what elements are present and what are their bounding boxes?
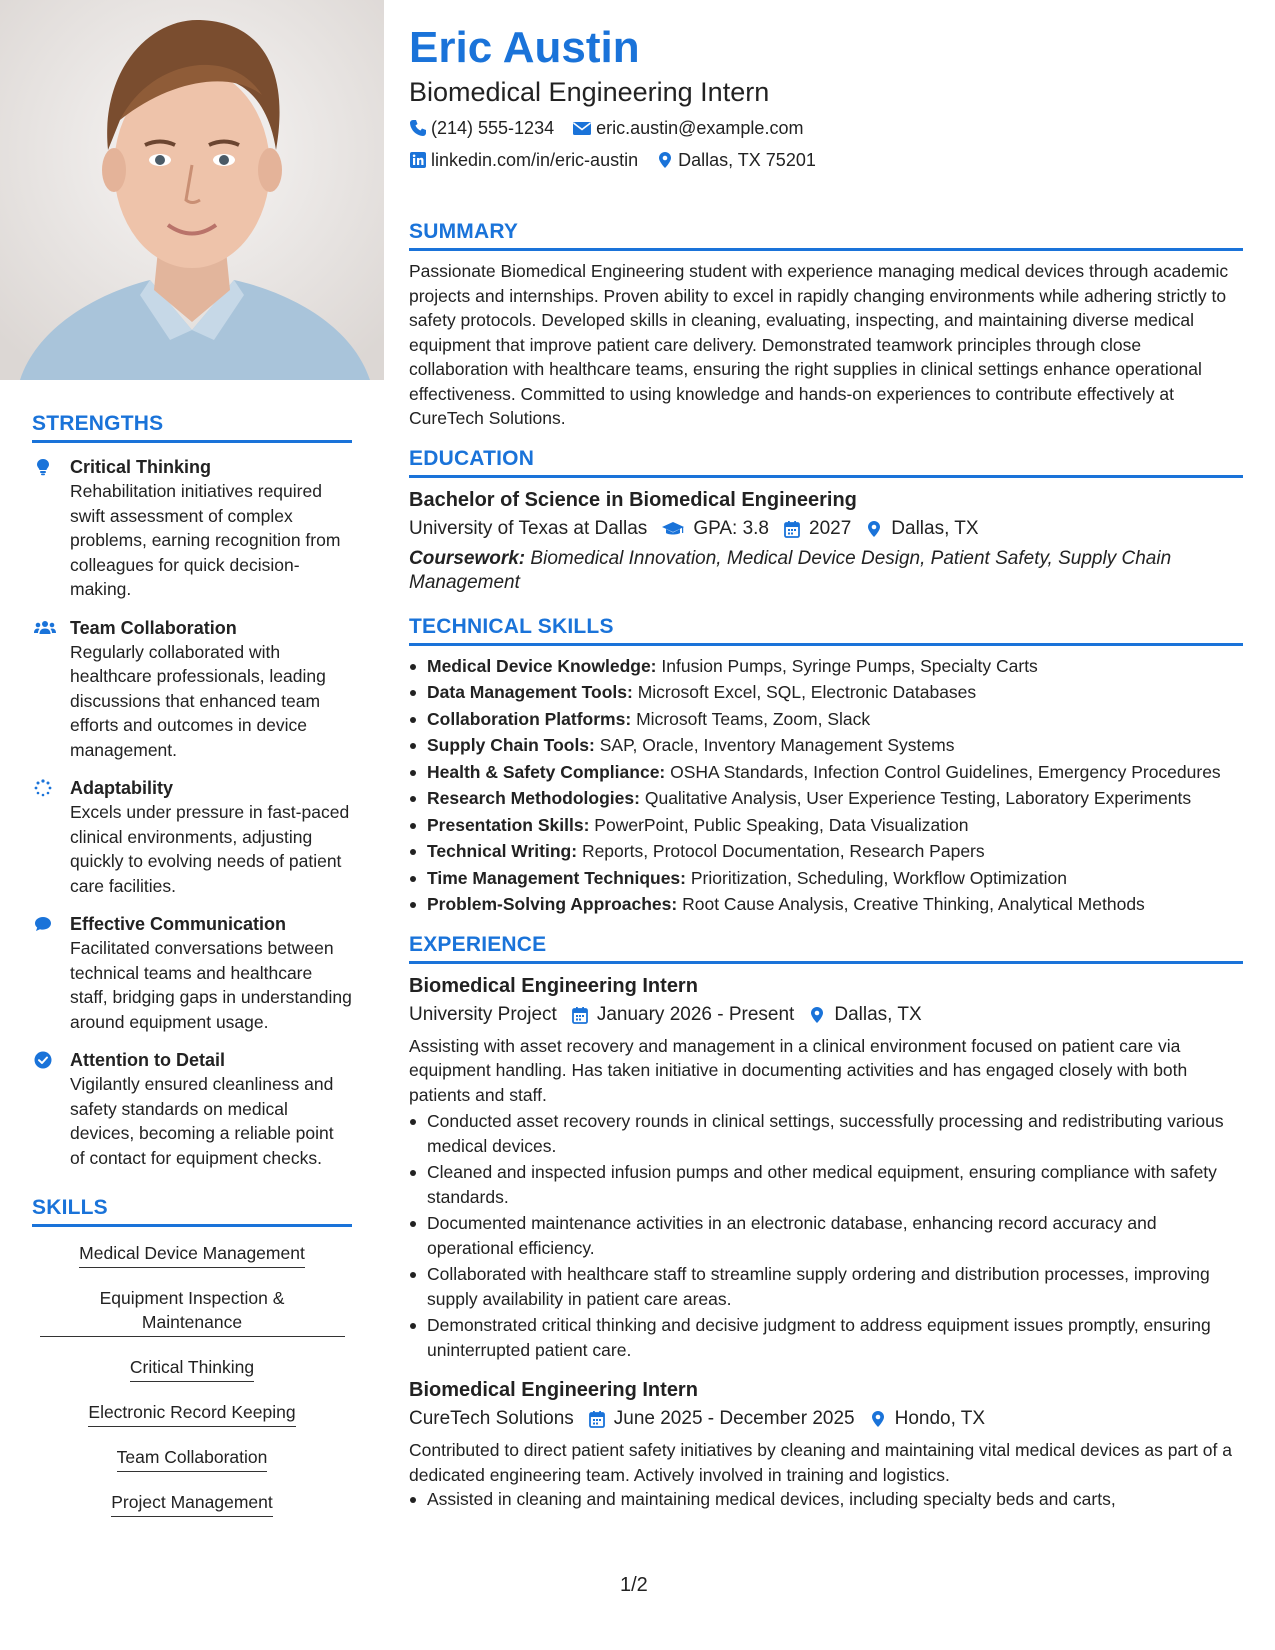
graduation-cap-icon: [661, 520, 685, 538]
school-name: University of Texas at Dallas: [409, 517, 648, 539]
tech-skill-item: Time Management Techniques: Prioritization, Scheduling, Workflow Optimization: [409, 866, 1243, 891]
technical-skills-section: [409, 615, 1243, 917]
strength-title: Attention to Detail: [70, 1050, 225, 1070]
summary-section: [409, 220, 1243, 431]
contact-row: [409, 144, 1243, 176]
linkedin-contact[interactable]: [409, 144, 638, 176]
job-bullet: Documented maintenance activities in an electronic database, enhancing record accuracy and operational efficiency.: [409, 1211, 1243, 1260]
job-description: Contributed to direct patient safety initiatives by cleaning and maintaining vital medical devices as part of a dedicated engineering team. Actively involved in training and logistics.: [409, 1440, 1232, 1485]
job-location: Dallas, TX: [808, 1000, 921, 1030]
summary-text: Passionate Biomedical Engineering student with experience managing medical devices through academic projects and internships. Proven ability to excel in rapidly changing environments while adhering strictly to safety protocols. Developed skills in cleaning, evaluating, inspecting, and maintaining diverse medical equipment that improve patient care delivery. Demonstrated teamwork principles through close collaboration with healthcare teams, ensuring the right supplies in clinical settings enhance operational effectiveness. Committed to using knowledge and hands-on experiences to contribute effectively at CureTech Solutions.: [409, 261, 1229, 428]
phone-icon: [409, 119, 427, 137]
tech-skill-item: Collaboration Platforms: Microsoft Teams, Zoom, Slack: [409, 707, 1243, 732]
strength-description: Vigilantly ensured cleanliness and safety standards on medical devices, becoming a reliable point of contact for equipment checks.: [70, 1074, 334, 1168]
experience-section: [409, 933, 1243, 1512]
email-text: eric.austin@example.com: [596, 118, 804, 138]
spinner-icon: [32, 776, 70, 898]
right-column: [409, 22, 1243, 1514]
profile-photo: [0, 0, 384, 380]
education-location-text: Dallas, TX: [891, 517, 979, 539]
year-text: 2027: [809, 517, 852, 539]
job-bullet: Demonstrated critical thinking and decisive judgment to address equipment issues promptly, ensuring uninterrupted patient care.: [409, 1313, 1243, 1362]
summary-heading: SUMMARY: [409, 220, 1243, 251]
job-bullets: [409, 1109, 1243, 1362]
education-heading: EDUCATION: [409, 447, 1243, 478]
job-dates: January 2026 - Present: [571, 1000, 795, 1030]
skills-list: [32, 1241, 352, 1535]
tech-skill-item: Medical Device Knowledge: Infusion Pumps, Syringe Pumps, Specialty Carts: [409, 654, 1243, 679]
tech-skill-item: Research Methodologies: Qualitative Analysis, User Experience Testing, Laboratory Experiments: [409, 786, 1243, 811]
degree-title: Bachelor of Science in Biomedical Engineering: [409, 488, 857, 511]
calendar-icon: [571, 1006, 589, 1024]
portrait-illustration: [0, 0, 384, 380]
job-location: Hondo, TX: [869, 1404, 985, 1434]
strength-title: Adaptability: [70, 778, 174, 798]
tech-skill-item: Data Management Tools: Microsoft Excel, SQL, Electronic Databases: [409, 680, 1243, 705]
strength-title: Effective Communication: [70, 914, 287, 934]
job-title: Biomedical Engineering Intern: [409, 974, 698, 997]
linkedin-text: linkedin.com/in/eric-austin: [431, 150, 639, 170]
skills-heading: SKILLS: [32, 1196, 352, 1227]
job-entry: [409, 1376, 1243, 1512]
email-contact[interactable]: [572, 112, 803, 144]
linkedin-icon: [409, 151, 427, 169]
map-pin-icon: [869, 1410, 887, 1428]
skill-item: Electronic Record Keeping: [88, 1400, 295, 1427]
tech-skill-item: Supply Chain Tools: SAP, Oracle, Inventory Management Systems: [409, 733, 1243, 758]
strength-description: Regularly collaborated with healthcare professionals, leading discussions that enhanced team efforts and outcomes in device management.: [70, 641, 326, 760]
coursework: [409, 547, 1243, 595]
coursework-label: Coursework:: [409, 547, 526, 569]
tech-skill-item: Technical Writing: Reports, Protocol Documentation, Research Papers: [409, 839, 1243, 864]
phone-text: (214) 555-1234: [431, 118, 555, 138]
job-bullet: Collaborated with healthcare staff to streamline supply ordering and distribution processes, improving supply availability in patient care areas.: [409, 1262, 1243, 1311]
gpa-item: [661, 514, 769, 544]
check-circle-icon: [32, 1048, 70, 1170]
job-meta: [409, 1000, 1243, 1030]
year-item: [783, 514, 851, 544]
strength-item: [32, 616, 352, 763]
candidate-role: Biomedical Engineering Intern: [409, 77, 770, 107]
skill-item: Medical Device Management: [79, 1241, 305, 1268]
strengths-list: [32, 455, 352, 1170]
strengths-heading: STRENGTHS: [32, 412, 352, 443]
envelope-icon: [572, 119, 592, 137]
job-org: University Project: [409, 1003, 557, 1025]
strength-description: Facilitated conversations between technical teams and healthcare staff, bridging gaps in understanding around equipment usage.: [70, 938, 352, 1032]
strength-item: [32, 1048, 352, 1170]
calendar-icon: [588, 1410, 606, 1428]
job-bullet: Conducted asset recovery rounds in clinical settings, successfully processing and redistributing various medical devices.: [409, 1109, 1243, 1158]
experience-heading: EXPERIENCE: [409, 933, 1243, 964]
education-section: [409, 447, 1243, 595]
location-contact: [656, 144, 816, 176]
location-text: Dallas, TX 75201: [678, 150, 816, 170]
job-bullet: Assisted in cleaning and maintaining medical devices, including specialty beds and carts,: [409, 1487, 1243, 1512]
job-org: CureTech Solutions: [409, 1408, 574, 1429]
left-column: [0, 0, 384, 1650]
strength-description: Excels under pressure in fast-paced clinical environments, adjusting quickly to evolving needs of patient care facilities.: [70, 802, 350, 896]
skill-item: Critical Thinking: [130, 1355, 254, 1382]
strength-description: Rehabilitation initiatives required swift assessment of complex problems, earning recognition from colleagues for quick decision-making.: [70, 481, 341, 599]
gpa-text: GPA: 3.8: [693, 517, 769, 539]
job-entry: [409, 972, 1243, 1363]
job-bullets: [409, 1487, 1243, 1512]
tech-skill-item: Health & Safety Compliance: OSHA Standards, Infection Control Guidelines, Emergency Procedures: [409, 760, 1243, 785]
lightbulb-icon: [32, 455, 70, 602]
strength-title: Team Collaboration: [70, 617, 237, 638]
strength-item: [32, 912, 352, 1034]
education-meta: [409, 514, 1243, 544]
phone-contact[interactable]: [409, 112, 554, 144]
job-bullet: Cleaned and inspected infusion pumps and other medical equipment, ensuring compliance with safety standards.: [409, 1160, 1243, 1209]
candidate-name: Eric Austin: [409, 23, 640, 72]
strength-title: Critical Thinking: [70, 457, 212, 477]
job-dates: June 2025 - December 2025: [588, 1404, 855, 1434]
strength-item: [32, 455, 352, 602]
technical-skills-list: [409, 654, 1243, 917]
coursework-text: Biomedical Innovation, Medical Device Design, Patient Safety, Supply Chain Management: [409, 547, 1172, 593]
tech-skill-item: Presentation Skills: PowerPoint, Public Speaking, Data Visualization: [409, 813, 1243, 838]
job-title: Biomedical Engineering Intern: [409, 1379, 698, 1401]
page-number: 1/2: [620, 1574, 648, 1596]
skill-item: Equipment Inspection & Maintenance: [40, 1286, 345, 1337]
map-pin-icon: [808, 1006, 826, 1024]
technical-skills-heading: TECHNICAL SKILLS: [409, 615, 1243, 646]
education-location: [865, 514, 978, 544]
map-pin-icon: [865, 520, 883, 538]
left-content: [32, 412, 352, 1535]
tech-skill-item: Problem-Solving Approaches: Root Cause Analysis, Creative Thinking, Analytical Methods: [409, 892, 1243, 917]
map-pin-icon: [656, 151, 674, 169]
contact-row: [409, 112, 1243, 144]
job-meta: [409, 1404, 1243, 1434]
skill-item: Team Collaboration: [117, 1445, 268, 1472]
skill-item: Project Management: [111, 1490, 272, 1517]
strength-item: [32, 776, 352, 898]
speech-bubble-icon: [32, 912, 70, 1034]
calendar-icon: [783, 520, 801, 538]
people-group-icon: [32, 616, 70, 763]
job-description: Assisting with asset recovery and management in a clinical environment focused on patient care via equipment handling. Has taken initiative in documenting activities and has engaged closely with both patients and staff.: [409, 1035, 1188, 1105]
